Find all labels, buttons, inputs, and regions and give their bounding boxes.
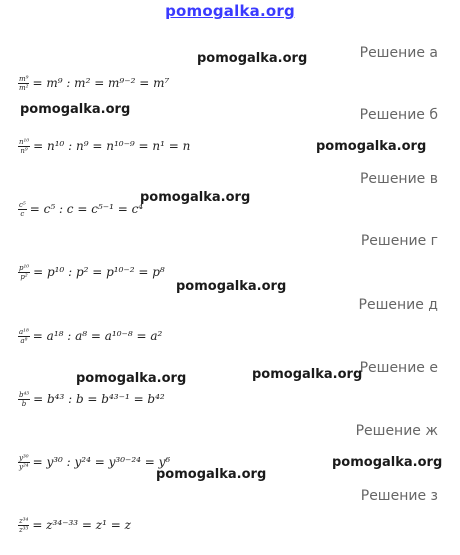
fraction — [18, 328, 30, 345]
fraction-numerator: y³⁰ — [19, 453, 29, 462]
fraction-denominator: z³³ — [19, 525, 29, 534]
fraction-numerator: c⁵ — [19, 200, 26, 209]
formula-expression: = a¹⁸ : a⁸ = a¹⁰⁻⁸ = a² — [32, 329, 163, 343]
solution-z-formula — [18, 512, 131, 538]
site-link[interactable]: pomogalka.org — [165, 2, 295, 20]
watermark: pomogalka.org — [20, 102, 131, 117]
formula-expression: = p¹⁰ : p² = p¹⁰⁻² = p⁸ — [33, 265, 165, 279]
formula-expression: = y³⁰ : y²⁴ = y³⁰⁻²⁴ = y⁶ — [32, 455, 171, 469]
fraction — [18, 138, 30, 155]
watermark: pomogalka.org — [140, 190, 251, 205]
fraction-denominator: c — [20, 209, 25, 218]
solution-g-formula — [18, 259, 165, 285]
fraction-numerator: b⁴³ — [19, 390, 30, 399]
solution-e-title: Решение е — [359, 360, 438, 376]
solution-d-formula — [18, 323, 162, 349]
formula-expression: = m⁹ : m² = m⁹⁻² = m⁷ — [32, 76, 170, 90]
fraction — [18, 454, 30, 471]
solution-e-formula — [18, 386, 165, 412]
formula-expression: = b⁴³ : b = b⁴³⁻¹ = b⁴² — [33, 392, 165, 406]
solution-g-title: Решение г — [360, 233, 438, 249]
fraction-numerator: z³⁴ — [19, 516, 29, 525]
solution-b-formula — [18, 133, 190, 159]
solution-d-title: Решение д — [358, 297, 438, 313]
fraction-denominator: m² — [19, 83, 29, 92]
solution-b-title: Решение б — [359, 107, 438, 123]
solution-zh-formula — [18, 449, 170, 475]
watermark: pomogalka.org — [332, 455, 443, 470]
fraction-numerator: p¹⁰ — [19, 263, 30, 272]
watermark: pomogalka.org — [176, 279, 287, 294]
formula-expression: = z³⁴⁻³³ = z¹ = z — [32, 518, 131, 532]
watermark: pomogalka.org — [76, 371, 187, 386]
watermark: pomogalka.org — [316, 139, 427, 154]
fraction-numerator: n¹⁰ — [19, 137, 30, 146]
solution-zh-title: Решение ж — [355, 423, 438, 439]
fraction — [18, 201, 27, 218]
solution-a-title: Решение а — [359, 45, 438, 61]
fraction-numerator: a¹⁸ — [19, 327, 29, 336]
fraction-numerator: m⁹ — [19, 74, 29, 83]
fraction — [18, 264, 30, 281]
fraction-denominator: n⁹ — [20, 146, 28, 155]
watermark: pomogalka.org — [197, 51, 308, 66]
solution-a-formula — [18, 70, 169, 96]
fraction-denominator: p² — [20, 272, 28, 281]
fraction — [18, 75, 29, 92]
watermark: pomogalka.org — [252, 367, 363, 382]
solution-c-formula — [18, 196, 143, 222]
fraction-denominator: b — [21, 399, 27, 408]
fraction-denominator: a⁸ — [20, 336, 28, 345]
formula-expression: = c⁵ : c = c⁵⁻¹ = c⁴ — [29, 202, 144, 216]
fraction — [18, 391, 30, 408]
fraction-denominator: y²⁴ — [19, 462, 29, 471]
watermark: pomogalka.org — [156, 467, 267, 482]
solution-c-title: Решение в — [359, 171, 438, 187]
fraction — [18, 517, 29, 534]
solution-z-title: Решение з — [360, 488, 438, 504]
formula-expression: = n¹⁰ : n⁹ = n¹⁰⁻⁹ = n¹ = n — [33, 139, 191, 153]
